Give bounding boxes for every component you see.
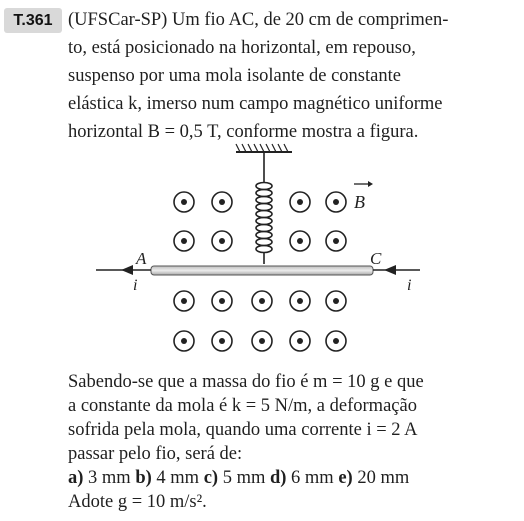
ceiling-support (236, 144, 292, 152)
statement-line: elástica k, imerso num campo magnético uniforme (68, 94, 443, 114)
question-line: passar pelo fio, será de: (68, 444, 243, 464)
physics-figure (0, 140, 524, 365)
question-block (68, 370, 520, 514)
option-letter-d: d) (269, 468, 287, 488)
wire-ac (151, 266, 373, 275)
end-label-a: A (136, 249, 147, 268)
question-line: Sabendo-se que a massa do fio é m = 10 g e que (68, 372, 424, 392)
current-label-right: i (407, 277, 412, 294)
gravity-note: Adote g = 10 m/s². (68, 492, 207, 512)
magnetic-field-dots-bottom (174, 291, 346, 351)
answer-options (68, 466, 520, 490)
end-label-c: C (370, 249, 382, 268)
option-text-c: 5 mm (222, 468, 266, 488)
magnetic-field-dots-top (174, 192, 346, 251)
option-text-e: 20 mm (357, 468, 410, 488)
problem-statement (68, 6, 520, 146)
field-label (354, 181, 373, 212)
statement-line: (UFSCar-SP) Um fio AC, de 20 cm de comprimen- (68, 10, 449, 30)
option-text-a: 3 mm (88, 468, 131, 488)
option-letter-b: b) (135, 468, 152, 488)
question-line: a constante da mola é k = 5 N/m, a deformação (68, 396, 417, 416)
statement-line: horizontal B = 0,5 T, conforme mostra a figura. (68, 122, 419, 142)
option-letter-a: a) (68, 468, 84, 488)
option-letter-e: e) (338, 468, 353, 488)
current-label-left: i (133, 277, 138, 294)
problem-number-badge: T.361 (4, 8, 62, 33)
option-text-d: 6 mm (291, 468, 334, 488)
question-line: sofrida pela mola, quando uma corrente i = 2 A (68, 420, 418, 440)
option-letter-c: c) (203, 468, 219, 488)
statement-line: to, está posicionado na horizontal, em repouso, (68, 38, 416, 58)
statement-line: suspenso por uma mola isolante de constante (68, 66, 401, 86)
field-label-text: B (354, 192, 365, 212)
option-text-b: 4 mm (156, 468, 200, 488)
spring (256, 152, 272, 264)
